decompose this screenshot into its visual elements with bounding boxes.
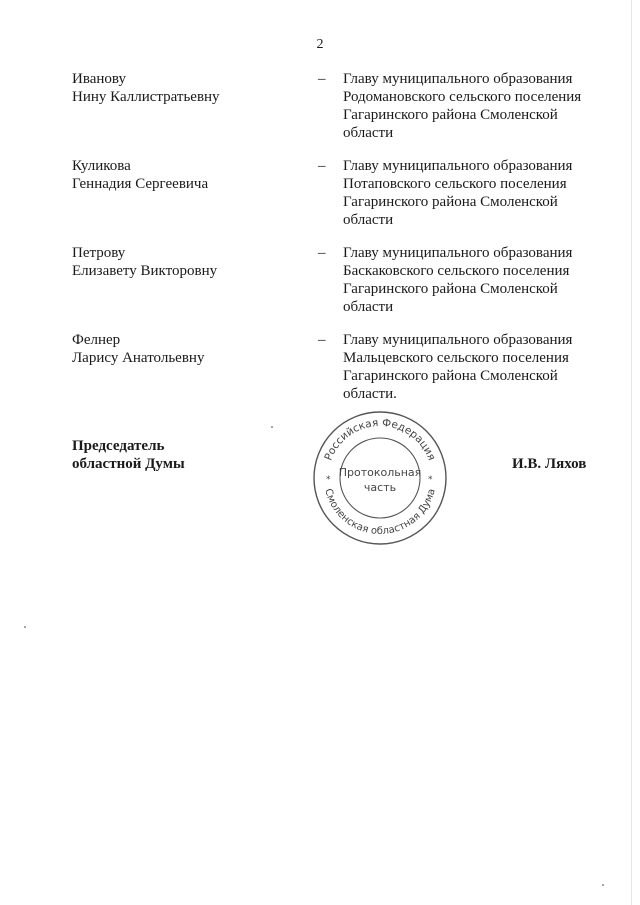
stamp-inner-line-1: Протокольная: [338, 466, 422, 479]
page-edge: [631, 0, 632, 905]
name-line-2: Нину Каллистратьевну: [72, 89, 220, 105]
position-line: Мальцевского сельского поселения: [343, 350, 569, 366]
position-line: области: [343, 212, 394, 228]
stamp-seal: [310, 408, 450, 548]
name-line-1: Куликова: [72, 158, 131, 174]
stamp-text-bottom: Смоленская областная Дума: [322, 487, 438, 538]
entry-name: [72, 331, 204, 367]
scan-speck: [24, 626, 26, 628]
position-line: области: [343, 125, 394, 141]
name-line-2: Елизавету Викторовну: [72, 263, 218, 279]
position-line: Баскаковского сельского поселения: [343, 263, 570, 279]
signer-title-line-2: областной Думы: [72, 456, 185, 472]
position-line: Родомановского сельского поселения: [343, 89, 582, 105]
entry-name: [72, 70, 220, 106]
official-stamp: [310, 408, 450, 548]
position-line: Гагаринского района Смоленской: [343, 107, 558, 123]
name-line-2: Ларису Анатольевну: [72, 350, 205, 366]
stamp-inner-line-2: часть: [363, 481, 397, 494]
position-line: Главу муниципального образования: [343, 158, 573, 174]
name-line-1: Петрову: [72, 245, 126, 261]
dash: –: [318, 245, 326, 261]
name-line-2: Геннадия Сергеевича: [72, 176, 209, 192]
stamp-star-right: *: [428, 475, 433, 485]
page-number: 2: [316, 37, 324, 52]
scan-speck: [602, 884, 604, 886]
entry-name: [72, 157, 208, 193]
entry-name: [72, 244, 217, 280]
dash: –: [318, 332, 326, 348]
position-line: Главу муниципального образования: [343, 245, 573, 261]
signer-title: [72, 437, 185, 473]
position-line: Главу муниципального образования: [343, 71, 573, 87]
position-line: Потаповского сельского поселения: [343, 176, 567, 192]
signer-name: И.В. Ляхов: [512, 456, 587, 472]
dash: –: [318, 158, 326, 174]
position-line: области.: [343, 386, 397, 402]
entry-position: [343, 70, 603, 142]
stamp-text-top: Российская Федерация: [322, 416, 438, 463]
position-line: Гагаринского района Смоленской: [343, 194, 558, 210]
position-line: Гагаринского района Смоленской: [343, 368, 558, 384]
scan-speck: [271, 426, 273, 428]
position-line: Гагаринского района Смоленской: [343, 281, 558, 297]
name-line-1: Иванову: [72, 71, 126, 87]
dash: –: [318, 71, 326, 87]
entry-position: [343, 244, 603, 316]
signer-title-line-1: Председатель: [72, 438, 165, 454]
entry-position: [343, 157, 603, 229]
entry-position: [343, 331, 603, 403]
position-line: Главу муниципального образования: [343, 332, 573, 348]
stamp-star-left: *: [326, 475, 331, 485]
name-line-1: Фелнер: [72, 332, 121, 348]
position-line: области: [343, 299, 394, 315]
